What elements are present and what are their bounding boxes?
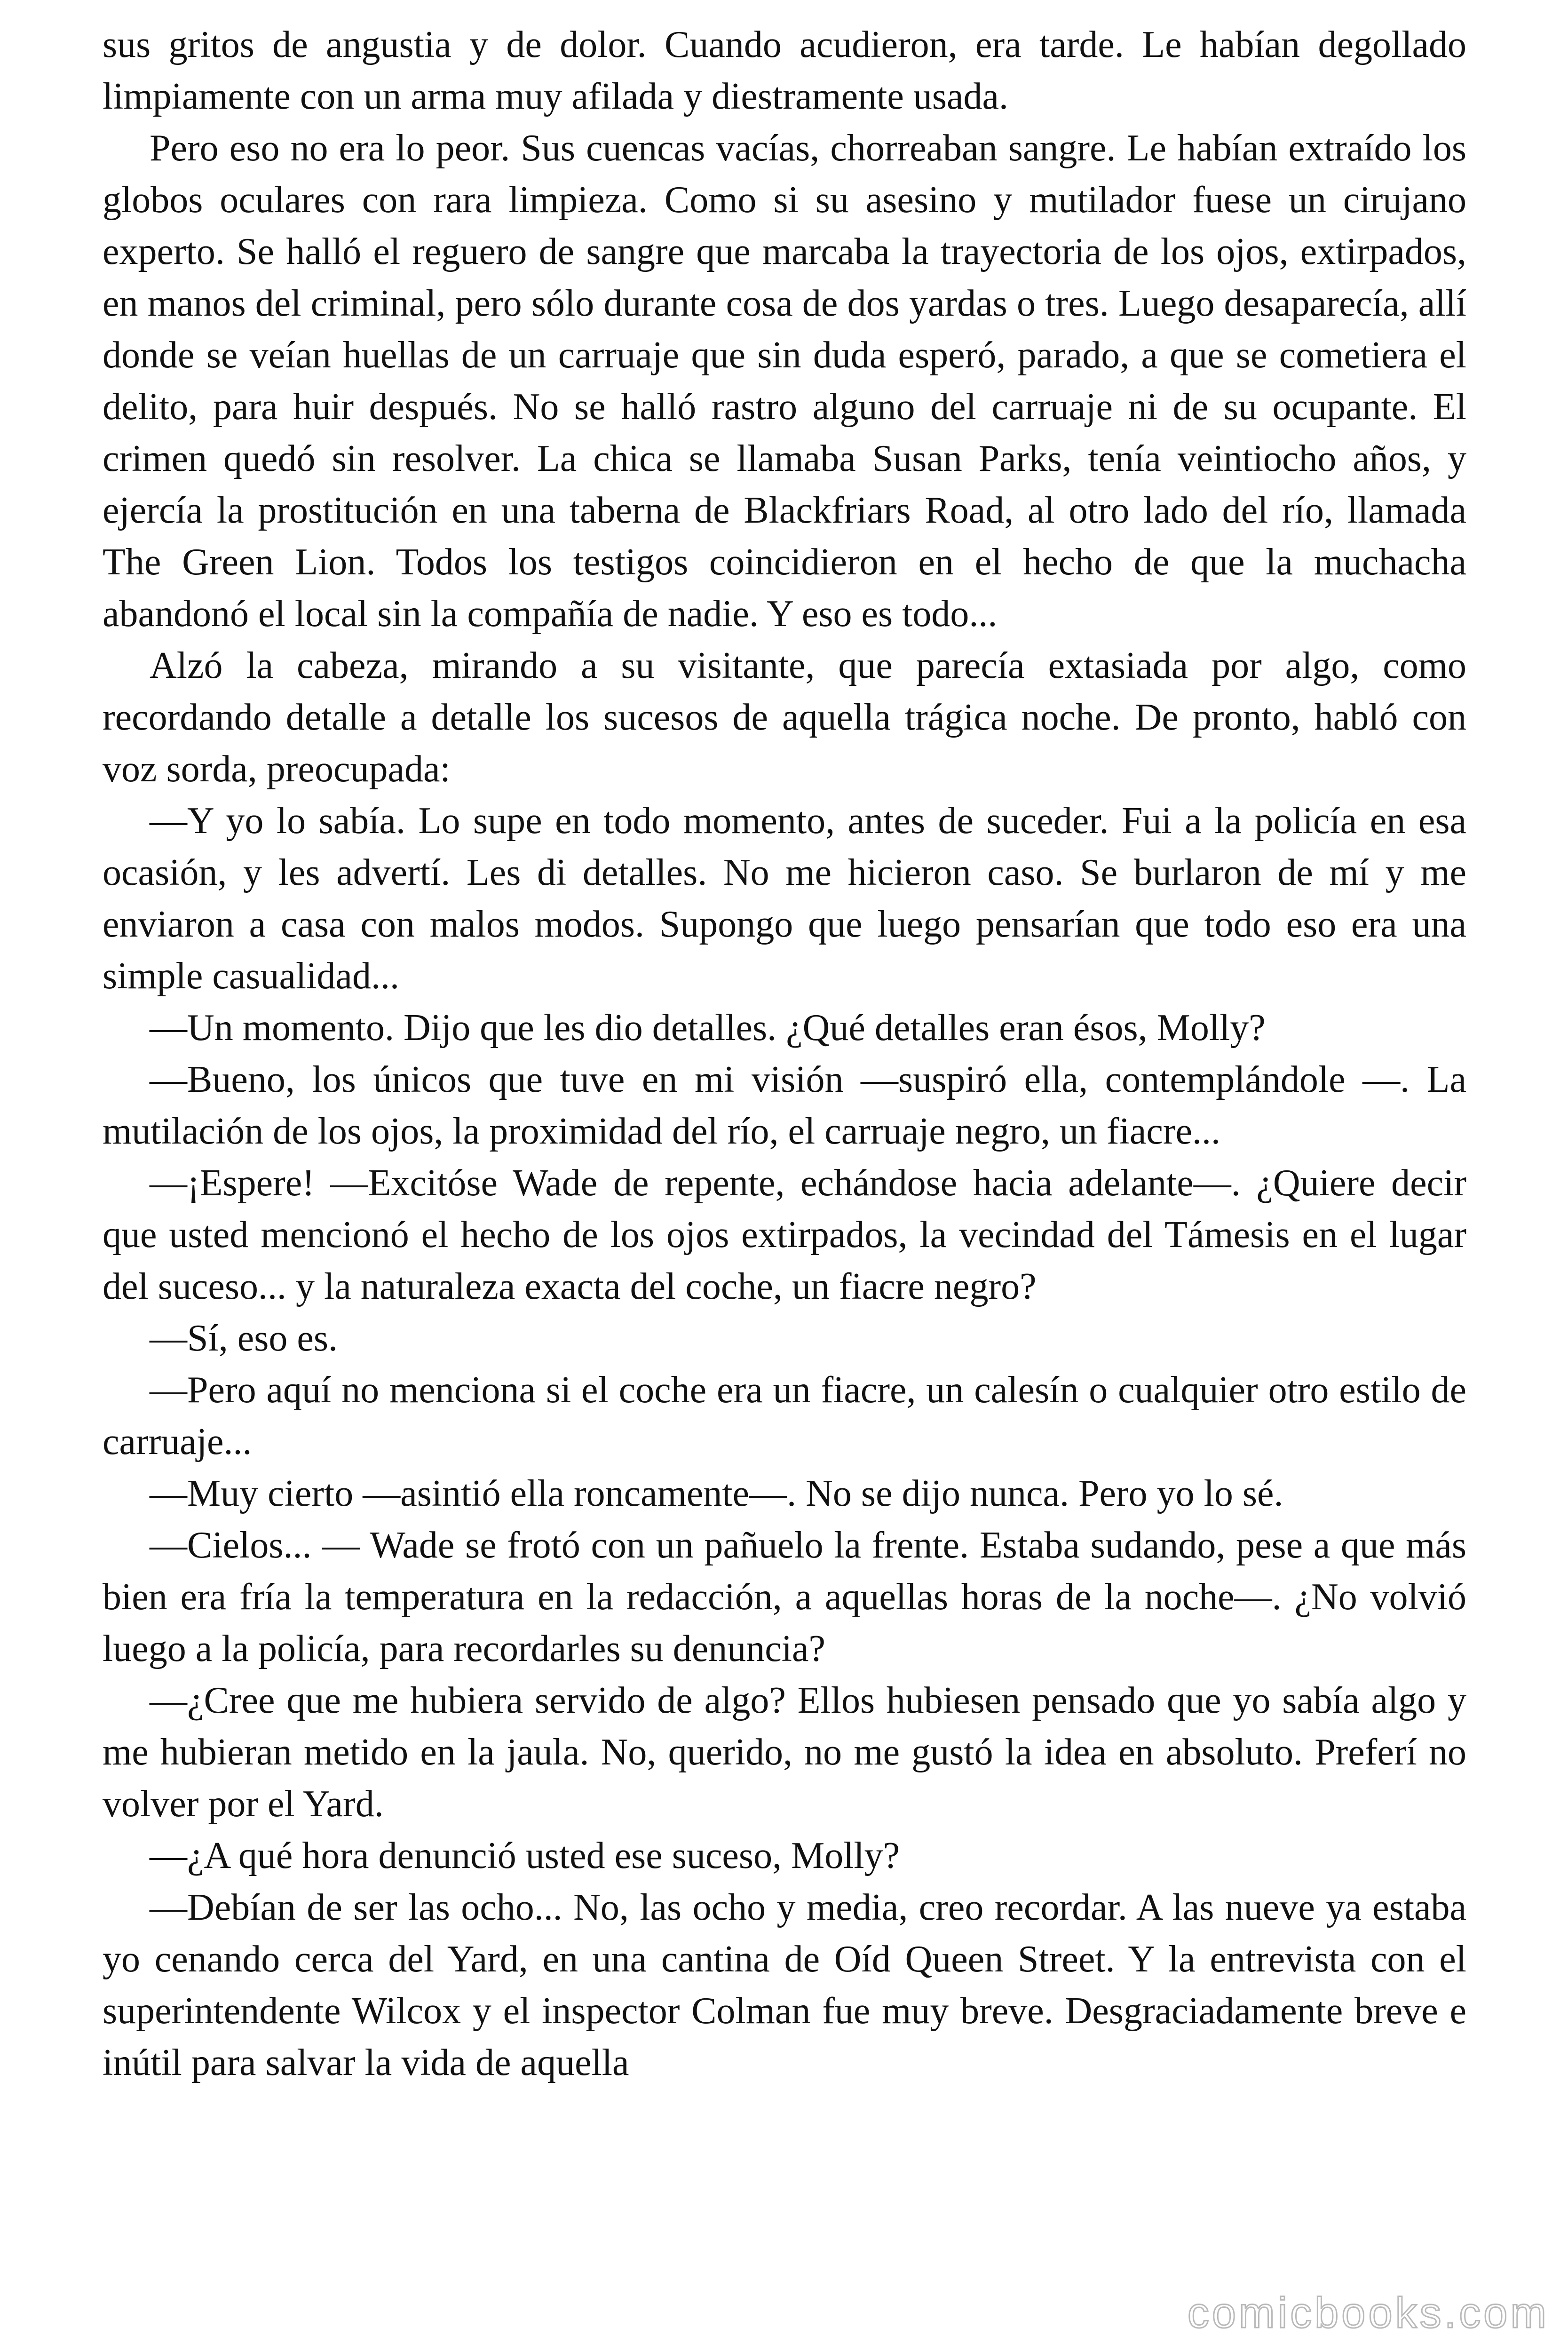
dialogue-paragraph: —Bueno, los únicos que tuve en mi visión —suspiró ella, contemplándole —. La mutilación de los ojos, la proximidad del río, el carruaje negro, un fiacre... — [103, 1059, 1466, 1152]
dialogue-paragraph: —¡Espere! —Excitóse Wade de repente, echándose hacia adelante—. ¿Quiere decir que usted mencionó el hecho de los ojos extirpados, la vecindad del Támesis en el lugar del suceso... y la naturaleza exacta del coche, un fiacre negro? — [103, 1162, 1466, 1307]
dialogue-paragraph: —¿Cree que me hubiera servido de algo? Ellos hubiesen pensado que yo sabía algo y me hubieran metido en la jaula. No, querido, no me gustó la idea en absoluto. Preferí no volver por el Yard. — [103, 1680, 1466, 1825]
paragraph: Alzó la cabeza, mirando a su visitante, que parecía extasiada por algo, como recordando detalle a detalle los sucesos de aquella trágica noche. De pronto, habló con voz sorda, preocupada: — [103, 645, 1466, 790]
dialogue-paragraph: —Cielos... — Wade se frotó con un pañuelo la frente. Estaba sudando, pese a que más bien era fría la temperatura en la redacción, a aquellas horas de la noche—. ¿No volvió luego a la policía, para recordarles su denuncia? — [103, 1525, 1466, 1669]
dialogue-paragraph: —Debían de ser las ocho... No, las ocho y media, creo recordar. A las nueve ya estaba yo cenando cerca del Yard, en una cantina de Oíd Queen Street. Y la entrevista con el superintendente Wilcox y el inspector Colman fue muy breve. Desgraciadamente breve e inútil para salvar la vida de aquella — [103, 1887, 1466, 2083]
dialogue-paragraph: —Un momento. Dijo que les dio detalles. ¿Qué detalles eran ésos, Molly? — [150, 1007, 1266, 1049]
dialogue-paragraph: —¿A qué hora denunció usted ese suceso, Molly? — [150, 1835, 900, 1876]
dialogue-paragraph: —Y yo lo sabía. Lo supe en todo momento, antes de suceder. Fui a la policía en esa ocasión, y les advertí. Les di detalles. No me hicieron caso. Se burlaron de mí y me enviaron a casa con malos modos. Supongo que luego pensarían que todo eso era una simple casualidad... — [103, 800, 1466, 997]
paragraph: sus gritos de angustia y de dolor. Cuando acudieron, era tarde. Le habían degollado limpiamente con un arma muy afilada y diestramente usada. — [103, 24, 1466, 117]
book-page-text — [103, 19, 1466, 2089]
paragraph: Pero eso no era lo peor. Sus cuencas vacías, chorreaban sangre. Le habían extraído los globos oculares con rara limpieza. Como si su asesino y mutilador fuese un cirujano experto. Se halló el reguero de sangre que marcaba la trayectoria de los ojos, extirpados, en manos del criminal, pero sólo durante cosa de dos yardas o tres. Luego desaparecía, allí donde se veían huellas de un carruaje que sin duda esperó, parado, a que se cometiera el delito, para huir después. No se halló rastro alguno del carruaje ni de su ocupante. El crimen quedó sin resolver. La chica se llamaba Susan Parks, tenía veintiocho años, y ejercía la prostitución en una taberna de Blackfriars Road, al otro lado del río, llamada The Green Lion. Todos los testigos coincidieron en el hecho de que la muchacha abandonó el local sin la compañía de nadie. Y eso es todo... — [103, 127, 1466, 635]
dialogue-paragraph: —Pero aquí no menciona si el coche era un fiacre, un calesín o cualquier otro estilo de carruaje... — [103, 1369, 1466, 1462]
dialogue-paragraph: —Muy cierto —asintió ella roncamente—. No se dijo nunca. Pero yo lo sé. — [150, 1473, 1283, 1514]
watermark: comicbooks.com — [1187, 2289, 1549, 2337]
dialogue-paragraph: —Sí, eso es. — [150, 1318, 338, 1359]
